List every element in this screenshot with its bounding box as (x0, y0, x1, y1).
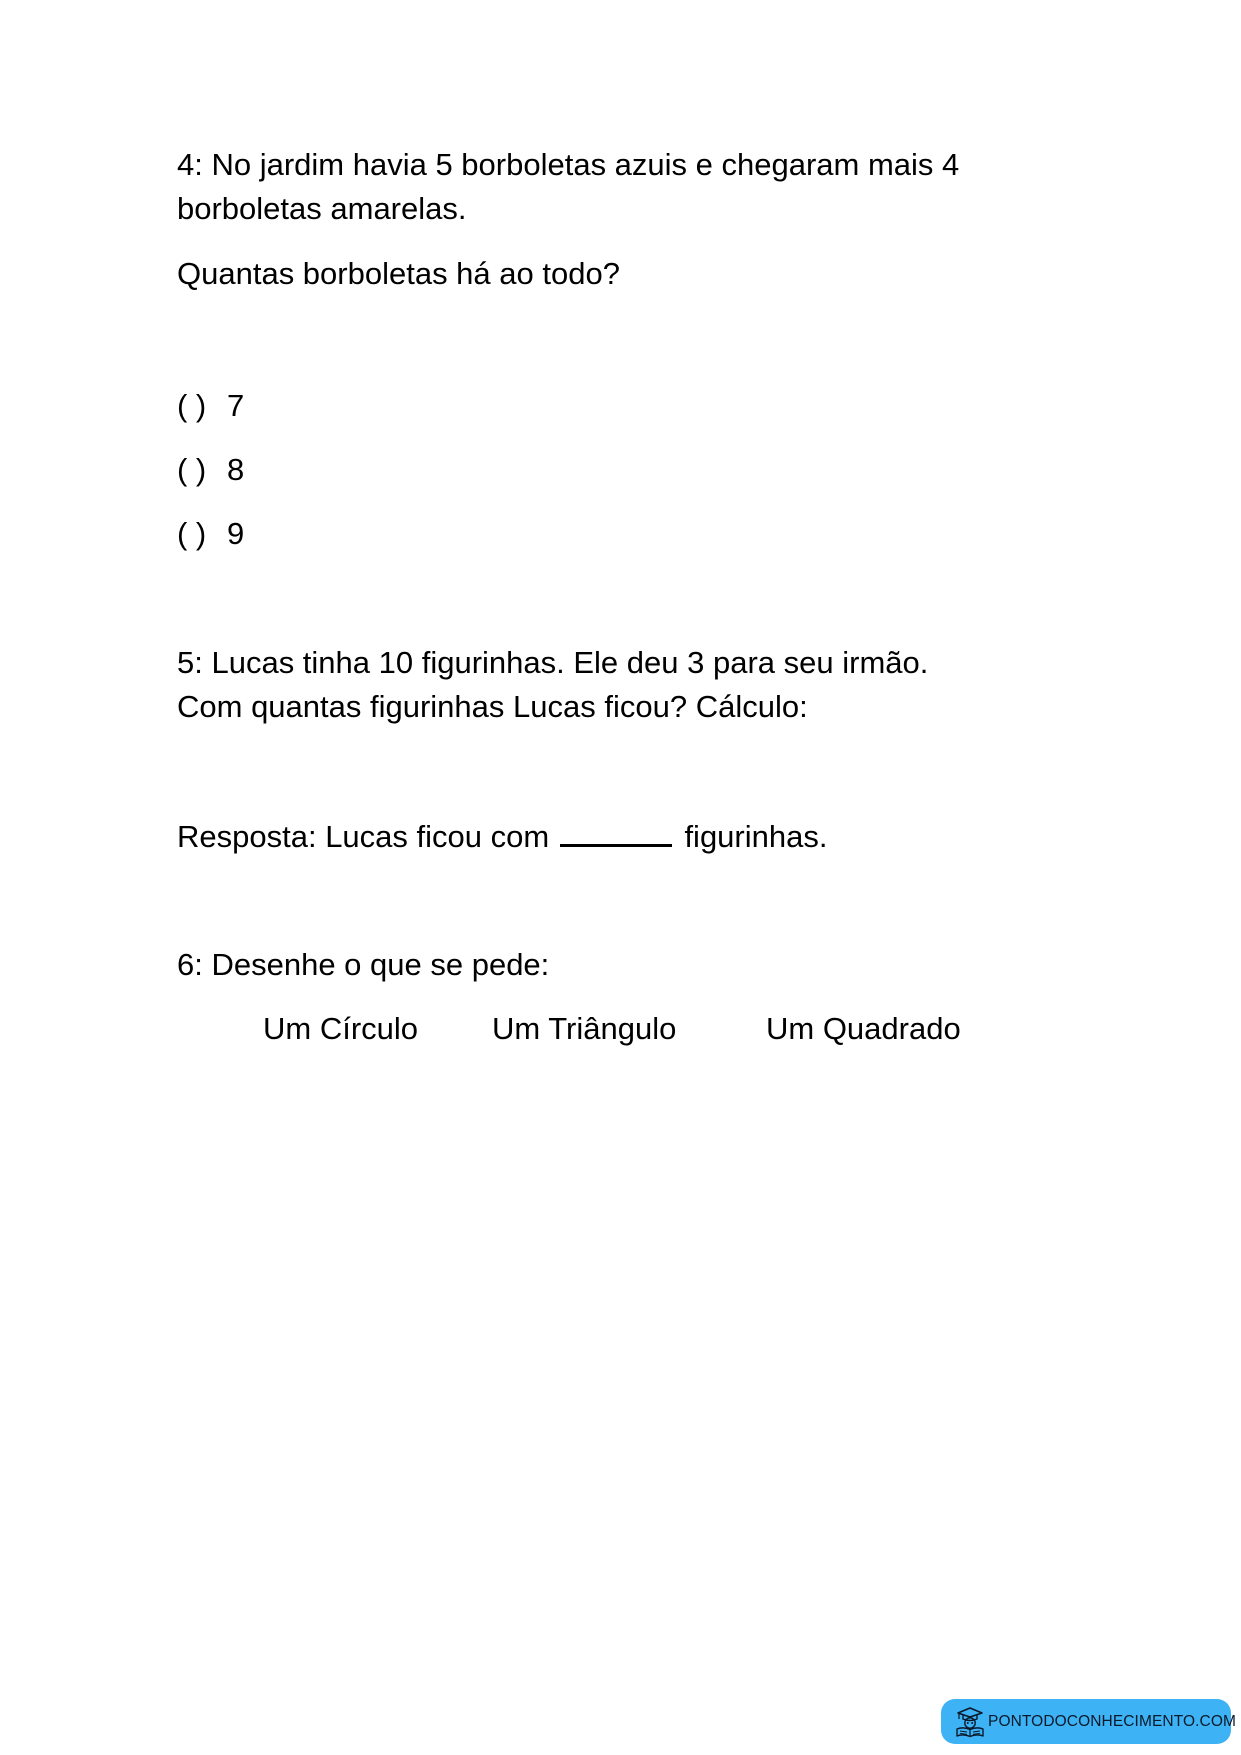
answer-option-9[interactable] (177, 516, 244, 552)
shape-label-triangle: Um Triângulo (492, 1011, 677, 1046)
answer-checkbox[interactable]: ( ) (177, 452, 207, 487)
answer-checkbox[interactable]: ( ) (177, 516, 207, 551)
question-5-text-line-2: Com quantas figurinhas Lucas ficou? Cálculo: (177, 689, 808, 724)
answer-prefix: Resposta: Lucas ficou com (177, 819, 550, 854)
question-5-text-line-1: 5: Lucas tinha 10 figurinhas. Ele deu 3 para seu irmão. (177, 645, 929, 680)
graduate-reading-book-icon (955, 1706, 985, 1738)
answer-option-8[interactable] (177, 452, 244, 488)
answer-suffix: figurinhas. (684, 819, 828, 854)
shape-label-square: Um Quadrado (766, 1011, 961, 1046)
answer-option-value: 8 (227, 452, 245, 487)
site-badge[interactable] (941, 1699, 1237, 1744)
answer-checkbox[interactable]: ( ) (177, 388, 207, 423)
answer-option-7[interactable] (177, 388, 244, 424)
question-4-text-line-2: borboletas amarelas. (177, 191, 467, 226)
answer-option-value: 7 (227, 388, 245, 423)
shape-label-circle: Um Círculo (263, 1011, 419, 1046)
question-6-prompt: 6: Desenhe o que se pede: (177, 947, 550, 982)
question-5-answer-line (177, 818, 827, 855)
question-4-text-line-1: 4: No jardim havia 5 borboletas azuis e chegaram mais 4 (177, 147, 960, 182)
question-4-prompt: Quantas borboletas há ao todo? (177, 256, 620, 291)
answer-option-value: 9 (227, 516, 245, 551)
answer-blank-field[interactable] (560, 818, 672, 847)
site-badge-label: PONTODOCONHECIMENTO.COM (988, 1712, 1237, 1730)
